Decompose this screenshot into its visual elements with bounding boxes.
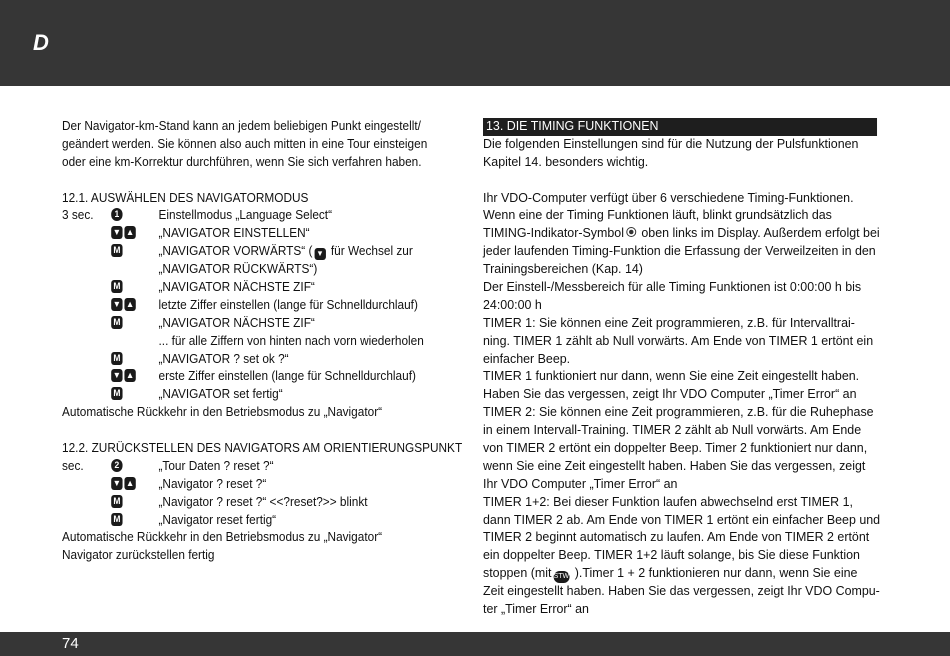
arrow-down-key-icon: ▼	[112, 298, 122, 309]
step-text	[158, 512, 276, 530]
return-note: Automatische Rückkehr in den Betriebsmodus zu „Navigator“	[62, 405, 383, 420]
step-text-after: für Wechsel zur	[327, 244, 413, 259]
body-line: ning. TIMER 1 zählt ab Null vorwärts. Am Ende von TIMER 1 ertönt ein	[483, 333, 874, 348]
right-column	[483, 118, 881, 619]
step-text	[158, 333, 423, 351]
step-keys	[111, 208, 124, 226]
step-text	[158, 261, 317, 279]
body-line: von TIMER 2 ertönt ein doppelter Beep. Timer 2 funktioniert nur dann,	[483, 441, 868, 456]
section-heading: 12.2. ZURÜCKSTELLEN DES NAVIGATORS AM ORIENTIERUNGSPUNKT	[62, 441, 463, 456]
arrow-down-key-icon: ▼	[112, 477, 122, 488]
mode-key-icon: M	[111, 316, 122, 329]
instruction-step	[62, 512, 450, 530]
body-line: Zeit eingestellt haben. Haben Sie das vergessen, zeigt Ihr VDO Compu-	[483, 584, 880, 599]
instruction-step	[62, 315, 450, 333]
body-line: dann TIMER 2 ab. Am Ende von TIMER 1 ertönt ein einfacher Beep und	[483, 512, 881, 527]
instruction-step	[62, 279, 450, 297]
section-heading: 12.1. AUSWÄHLEN DES NAVIGATORMODUS	[62, 190, 309, 205]
mode-key-icon: M	[111, 244, 122, 257]
body-line: TIMER 1+2: Bei dieser Funktion laufen abwechselnd erst TIMER 1,	[483, 494, 853, 509]
intro-line: Der Navigator-km-Stand kann an jedem beliebigen Punkt eingestellt/	[62, 119, 421, 133]
step-text-main: „Navigator reset fertig“	[158, 512, 277, 527]
body-line: Der Einstell-/Messbereich für alle Timing Funktionen ist 0:00:00 h bis	[483, 280, 862, 295]
instruction-step	[62, 297, 450, 315]
body-line: ein doppelter Beep. TIMER 1+2 läuft solange, bis Sie diese Funktion	[483, 548, 860, 563]
step-text-main: letzte Ziffer einstellen (lange für Schnelldurchlauf)	[158, 297, 418, 312]
body-line: Haben Sie das vergessen, zeigt Ihr VDO Computer „Timer Error“ an	[483, 387, 857, 402]
step-text	[158, 458, 273, 476]
footer-band	[0, 632, 950, 656]
arrow-up-key-icon: ▲	[125, 298, 135, 309]
arrow-down-key-icon: ▼	[112, 370, 122, 381]
arrow-up-key-icon: ▲	[125, 477, 135, 488]
step-text	[158, 315, 314, 333]
body-line	[483, 565, 881, 583]
intro-line: Kapitel 14. besonders wichtig.	[483, 154, 649, 169]
body-text: oben links im Display. Außerdem erfolgt bei	[637, 226, 880, 241]
mode-key-icon: M	[111, 513, 122, 526]
body-line	[483, 225, 881, 243]
body-line: TIMER 2: Sie können eine Zeit programmieren, z.B. für die Ruhephase	[483, 405, 874, 420]
body-line: ter „Timer Error“ an	[483, 602, 589, 617]
step-text-main: „NAVIGATOR RÜCKWÄRTS“)	[158, 262, 318, 277]
body-line: TIMER 2 beginnt automatisch zu laufen. Am Ende von TIMER 2 ertönt	[483, 530, 870, 545]
intro-line: geändert werden. Sie können also auch mitten in eine Tour einsteigen	[62, 136, 428, 151]
step-text-main: „NAVIGATOR set fertig“	[158, 387, 283, 402]
key-1-icon: 1	[111, 208, 122, 221]
step-keys	[111, 513, 124, 531]
body-text: stoppen (mit	[483, 566, 552, 581]
body-line: Ihr VDO-Computer verfügt über 6 verschiedene Timing-Funktionen.	[483, 190, 854, 205]
step-text-main: „Navigator ? reset ?“ <<?reset?>> blinkt	[158, 494, 368, 509]
step-keys	[111, 298, 137, 316]
instruction-step	[62, 261, 450, 279]
step-text	[158, 386, 282, 404]
spacer	[483, 172, 881, 190]
step-text	[158, 476, 266, 494]
step-keys	[111, 369, 137, 387]
timing-indicator-icon	[626, 227, 636, 237]
page-number: 74	[62, 635, 79, 652]
step-text	[158, 225, 309, 243]
step-text-main: „NAVIGATOR EINSTELLEN“	[158, 226, 310, 241]
step-keys	[111, 280, 124, 298]
header-band	[0, 0, 950, 86]
instruction-step	[62, 333, 450, 351]
mode-key-icon: M	[111, 352, 122, 365]
body-line: Trainingsbereichen (Kap. 14)	[483, 262, 643, 277]
step-text	[158, 297, 417, 315]
body-text: ).Timer 1 + 2 funktionieren nur dann, wenn Sie eine	[571, 566, 858, 581]
instruction-step	[62, 458, 450, 476]
step-text-main: „NAVIGATOR NÄCHSTE ZIF“	[158, 280, 315, 295]
step-keys	[111, 316, 124, 334]
step-text-main: „NAVIGATOR NÄCHSTE ZIF“	[158, 315, 315, 330]
spacer	[62, 422, 450, 440]
step-text-main: ... für alle Ziffern von hinten nach vorn wiederholen	[158, 333, 424, 348]
body-line: jeder laufenden Timing-Funktion die Erfassung der Verweilzeiten in den	[483, 244, 876, 259]
return-note: Navigator zurückstellen fertig	[62, 548, 215, 563]
step-duration-label: sec.	[62, 458, 84, 473]
intro-line: oder eine km-Korrektur durchführen, wenn Sie sich verfahren haben.	[62, 154, 422, 169]
return-note: Automatische Rückkehr in den Betriebsmodus zu „Navigator“	[62, 530, 383, 545]
body-line: Wenn eine der Timing Funktionen läuft, blinkt grundsätzlich das	[483, 208, 832, 223]
body-line: TIMER 1 funktioniert nur dann, wenn Sie eine Zeit eingestellt haben.	[483, 369, 860, 384]
body-line: wenn Sie eine Zeit eingestellt haben. Haben Sie das vergessen, zeigt	[483, 458, 866, 473]
instruction-step	[62, 386, 450, 404]
spacer	[62, 172, 450, 190]
key-2-icon: 2	[111, 459, 122, 472]
body-line: TIMER 1: Sie können eine Zeit programmieren, z.B. für Intervalltrai-	[483, 315, 855, 330]
step-text-main: erste Ziffer einstellen (lange für Schnelldurchlauf)	[158, 369, 416, 384]
body-text: TIMING-Indikator-Symbol	[483, 226, 624, 241]
instruction-step	[62, 225, 450, 243]
step-text	[158, 368, 415, 386]
mode-key-icon: M	[111, 387, 122, 400]
mode-key-icon: M	[111, 280, 122, 293]
instruction-step	[62, 368, 450, 386]
step-text-main: „NAVIGATOR VORWÄRTS“ (	[158, 244, 313, 259]
step-keys	[111, 226, 137, 244]
step-text-main: „Navigator ? reset ?“	[158, 476, 267, 491]
step-keys	[111, 244, 124, 262]
body-line: in einem Intervall-Training. TIMER 2 zählt ab Null vorwärts. Am Ende	[483, 423, 862, 438]
arrow-down-key-icon: ▼	[316, 249, 324, 259]
body-line: einfacher Beep.	[483, 351, 571, 366]
body-line: 24:00:00 h	[483, 297, 542, 312]
arrow-up-key-icon: ▲	[125, 227, 135, 238]
step-text	[158, 243, 412, 261]
language-code: D	[33, 30, 49, 55]
arrow-down-key-icon: ▼	[112, 227, 122, 238]
intro-line: Die folgenden Einstellungen sind für die Nutzung der Pulsfunktionen	[483, 136, 859, 151]
body-line: Ihr VDO Computer „Timer Error“ an	[483, 476, 678, 491]
stw-key-icon: STW	[553, 571, 569, 583]
mode-key-icon: M	[111, 495, 122, 508]
step-text	[158, 279, 314, 297]
instruction-step	[62, 476, 450, 494]
step-duration-label: 3 sec.	[62, 208, 94, 223]
step-text	[158, 494, 367, 512]
step-keys	[111, 477, 137, 495]
step-text-main: „Tour Daten ? reset ?“	[158, 458, 274, 473]
step-text-main: Einstellmodus „Language Select“	[158, 208, 333, 223]
instruction-step	[62, 207, 450, 225]
step-keys	[111, 387, 124, 405]
step-keys	[111, 495, 124, 513]
instruction-step	[62, 351, 450, 369]
arrow-up-key-icon: ▲	[125, 370, 135, 381]
step-text	[158, 207, 332, 225]
step-text	[158, 351, 288, 369]
left-column	[62, 118, 463, 565]
step-keys	[111, 352, 124, 370]
step-keys	[111, 459, 124, 477]
section-title-bar: 13. DIE TIMING FUNKTIONEN	[483, 118, 877, 136]
instruction-step	[62, 494, 450, 512]
instruction-step	[62, 243, 450, 261]
step-text-main: „NAVIGATOR ? set ok ?“	[158, 351, 289, 366]
